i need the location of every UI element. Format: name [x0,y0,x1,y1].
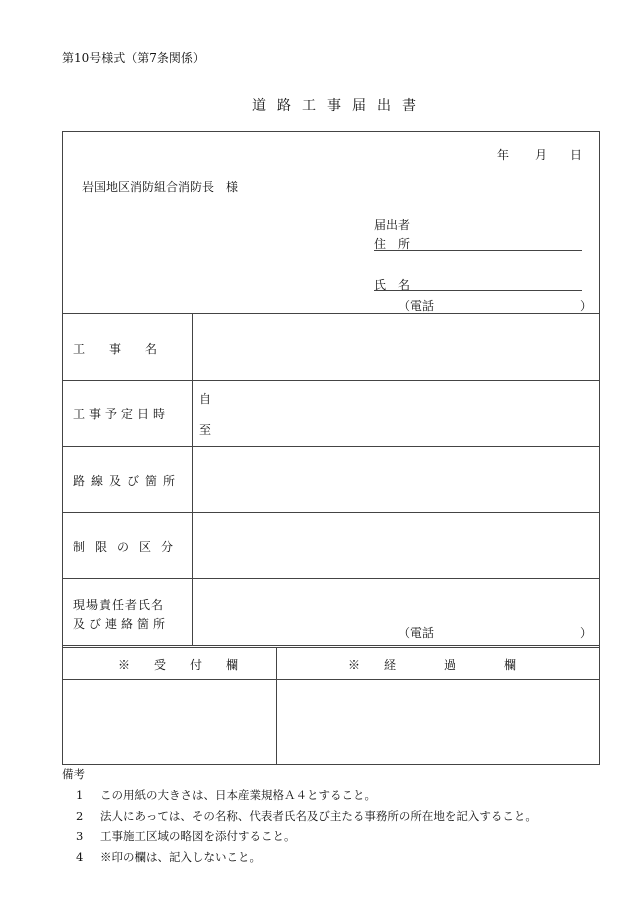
note-text: 法人にあっては、その名称、代表者氏名及び主たる事務所の所在地を記入すること。 [100,809,537,823]
note-item [76,828,296,844]
addressee: 岩国地区消防組合消防長 様 [82,180,239,194]
manager-label-line2: 及び連絡箇所 [73,617,170,631]
note-item [76,849,261,865]
note-item [76,787,376,803]
note-number: 4 [76,850,84,864]
progress-header: ※ 経 過 欄 [348,658,517,672]
notes-heading: 備考 [62,767,85,781]
schedule-label: 工事予定日時 [73,407,170,421]
restriction-label: 制限の区分 [73,540,184,554]
name-underline [374,290,582,291]
route-value[interactable] [194,448,598,510]
note-number: 1 [76,788,84,802]
schedule-value[interactable] [215,384,595,442]
date-day-label: 日 [570,148,583,162]
label-column-divider [192,313,193,646]
office-header-line [62,679,600,680]
row-separator [62,512,600,513]
applicant-label: 届出者 [374,218,411,232]
note-text: ※印の欄は、記入しないこと。 [100,850,261,864]
manager-value[interactable] [194,580,394,643]
applicant-phone-open: （電話 [398,299,435,313]
document-title: 道路工事届出書 [252,98,427,114]
manager-label-line1: 現場責任者氏名 [73,598,165,612]
date-year-label: 年 [497,148,510,162]
restriction-value[interactable] [194,514,598,576]
table-top-line [62,313,600,314]
note-text: この用紙の大きさは、日本産業規格Ａ４とすること。 [100,788,376,802]
address-underline [374,250,582,251]
note-number: 2 [76,809,84,823]
row-separator [62,647,600,648]
construction-name-value[interactable] [194,315,598,378]
reception-header: ※ 受 付 欄 [118,658,239,672]
manager-phone-open: （電話 [398,626,435,640]
note-text: 工事施工区域の略図を添付すること。 [100,829,296,843]
office-column-divider [276,647,277,765]
address-label: 住 所 [374,237,411,251]
construction-name-label: 工 事 名 [73,342,158,356]
row-separator [62,578,600,579]
applicant-phone-close: ） [580,299,593,313]
note-item [76,808,537,824]
row-separator [62,446,600,447]
form-number: 第10号様式（第7条関係） [62,51,205,65]
date-month-label: 月 [535,148,548,162]
row-separator [62,645,600,646]
schedule-from-label: 自 [199,392,212,406]
manager-phone-close: ） [580,626,593,640]
schedule-to-label: 至 [199,423,212,437]
row-separator [62,380,600,381]
route-label: 路線及び箇所 [73,474,182,488]
applicant-name-label: 氏 名 [374,278,411,292]
note-number: 3 [76,829,84,843]
